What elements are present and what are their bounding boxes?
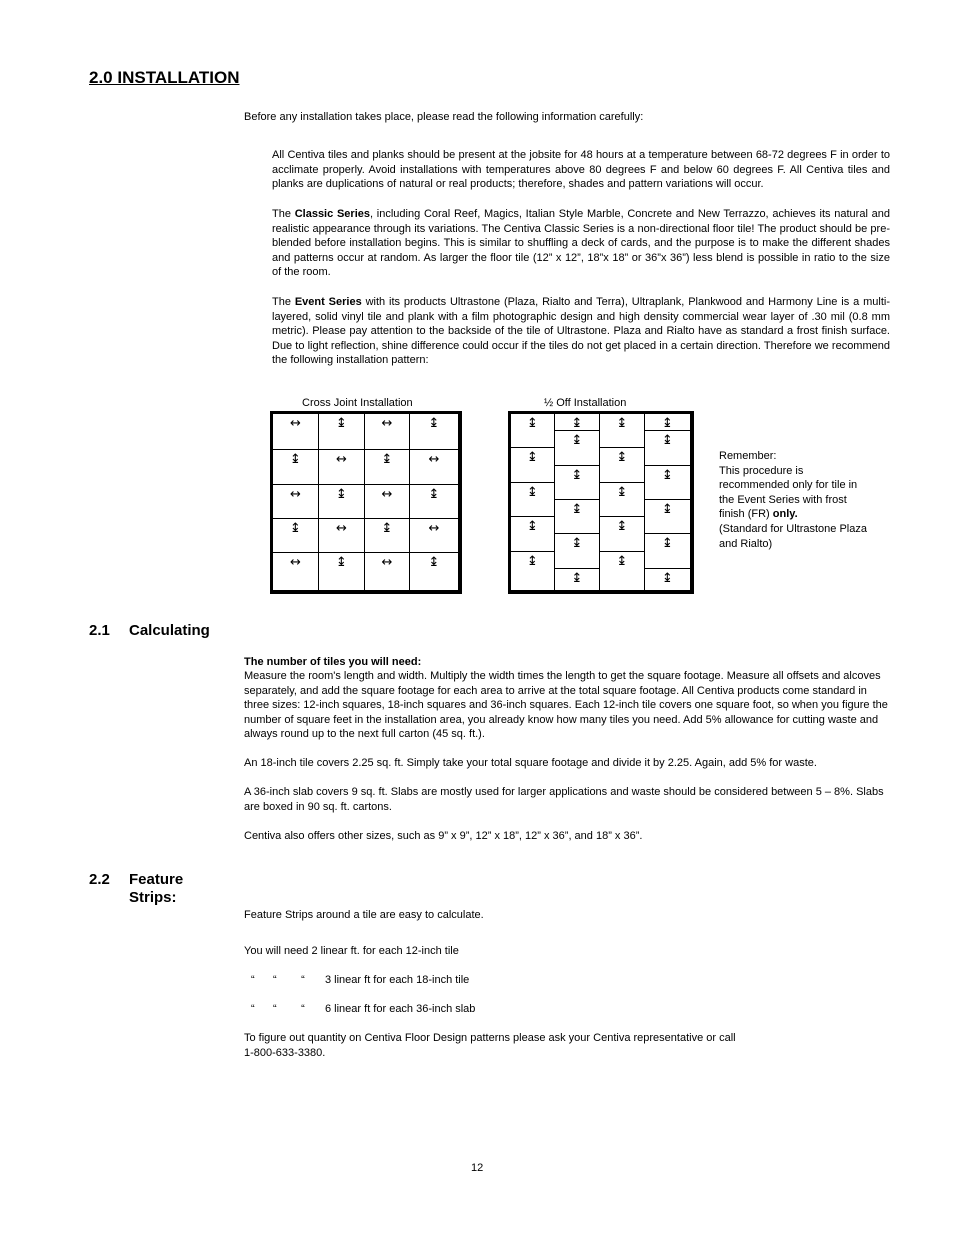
vertical-arrow-tile: ↨ [555,466,600,500]
vertical-arrow-tile: ↨ [410,414,459,450]
calc-paragraph-3: A 36-inch slab covers 9 sq. ft. Slabs are mostly used for larger applications and waste should be considered between 5 – 8%. Slabs are boxed in 90 sq. ft. cartons. [244,786,884,813]
vertical-arrow-tile: ↨ [555,500,600,534]
vertical-arrow-tile: ↨ [511,517,555,551]
vertical-arrow-tile: ↨ [645,569,691,591]
remember-post: (Standard for Ultrastone Plaza and Rialto) [719,522,867,550]
horizontal-arrow-tile: ↔ [319,450,365,485]
remember-bold: only. [772,508,798,521]
calc-paragraph-2: An 18-inch tile covers 2.25 sq. ft. Simply take your total square footage and divide it by 2.25. Again, add 5% for waste. [244,757,817,769]
event-post: with its products Ultrastone (Plaza, Rialto and Terra), Ultraplank, Plankwood and Harmony Line is a multi-layered, solid vinyl tile and plank with a film photographic design and high density commercial wear layer of .30 mil (0.8 mm metric). Please pay attention to the backside of the tile of Ultrastone. Plaza and Rialto have as standard a frost finish surface. Due to light reflection, shine difference could occur if the tiles do not get placed in a certain direction. Therefore we recommend the following installation pattern: [272,296,890,367]
vertical-arrow-tile: ↨ [273,519,319,553]
acclimate-paragraph: All Centiva tiles and planks should be present at the jobsite for 48 hours at a temperature between 68-72 degrees F in order to acclimate properly. Avoid installations with temperatures above 80 degrees F and below 60 degrees F. All Centiva tiles and planks are duplications of natural or real products; therefore, shades and pattern variations will occur. [272,149,890,191]
vertical-arrow-tile: ↨ [511,483,555,517]
half-off-label: ½ Off Installation [544,397,627,409]
calc-paragraph-4: Centiva also offers other sizes, such as 9” x 9”, 12” x 18”, 12” x 36”, and 18” x 36”. [244,830,643,842]
vertical-arrow-tile: ↨ [600,552,645,591]
vertical-arrow-tile: ↨ [600,517,645,551]
classic-series-paragraph [272,207,890,280]
vertical-arrow-tile: ↨ [319,414,365,450]
remember-title: Remember: [719,450,777,462]
horizontal-arrow-tile: ↔ [410,450,459,485]
horizontal-arrow-tile: ↔ [273,414,319,450]
classic-bold: Classic Series [294,208,370,220]
classic-post: , including Coral Reef, Magics, Italian Style Marble, Concrete and New Terrazzo, achieves its natural and realistic appearance through its variations. The Centiva Classic Series is a non-directional floor tile! The product should be pre-blended before installation begins. This is similar to shuffling a deck of cards, and the purpose is to make the different shades and patterns occur at random. As larger the floor tile (12” x 12”, 18”x 18” or 36”x 36”) less blend is possible in ratio to the size of the room. [272,208,890,279]
vertical-arrow-tile: ↨ [273,450,319,485]
horizontal-arrow-tile: ↔ [365,414,410,450]
vertical-arrow-tile: ↨ [511,448,555,482]
vertical-arrow-tile: ↨ [555,414,600,431]
ditto-marks-2: “ “ “ [251,1003,305,1015]
section-22-number: 2.2 [89,871,110,888]
feature-paragraph-3: 3 linear ft for each 18-inch tile [325,974,470,986]
section-22-title [129,871,183,907]
section-22-title-line2: Strips: [129,889,177,906]
feature-paragraph-4: 6 linear ft for each 36-inch slab [325,1003,476,1015]
page-number: 12 [471,1162,484,1174]
vertical-arrow-tile: ↨ [645,466,691,500]
section-21-number: 2.1 [89,622,110,639]
feature-paragraph-5 [244,1031,736,1060]
vertical-arrow-tile: ↨ [645,534,691,568]
vertical-arrow-tile: ↨ [555,534,600,568]
tiles-needed-subheading: The number of tiles you will need: [244,656,422,668]
remember-body [719,464,869,552]
calc-paragraph-1: Measure the room's length and width. Multiply the width times the length to get the square footage. Measure all offsets and alcoves separately, and add the square footage for each area to arrive at the total square footage. All Centiva products come standard in three sizes: 12-inch squares, 18-inch squares and 36-inch squares. Each 12-inch tile covers one square foot, so when you figure the number of square feet in the installation area, you already know how many tiles you need. Add 5% allowance for cutting waste and always round up to the next full carton (45 sq. ft.). [244,670,888,741]
horizontal-arrow-tile: ↔ [273,553,319,591]
vertical-arrow-tile: ↨ [555,569,600,591]
vertical-arrow-tile: ↨ [600,414,645,448]
vertical-arrow-tile: ↨ [319,553,365,591]
vertical-arrow-tile: ↨ [645,431,691,465]
feature-paragraph-5-line1: To figure out quantity on Centiva Floor Design patterns please ask your Centiva representative or call [244,1032,736,1044]
vertical-arrow-tile: ↨ [555,431,600,465]
vertical-arrow-tile: ↨ [365,450,410,485]
vertical-arrow-tile: ↨ [410,485,459,519]
section-21-title: Calculating [129,622,210,639]
vertical-arrow-tile: ↨ [410,553,459,591]
half-off-diagram [508,411,694,594]
event-pre: The [272,296,295,308]
horizontal-arrow-tile: ↔ [410,519,459,553]
classic-pre: The [272,208,295,220]
horizontal-arrow-tile: ↔ [319,519,365,553]
ditto-marks-1: “ “ “ [251,974,305,986]
vertical-arrow-tile: ↨ [645,500,691,534]
vertical-arrow-tile: ↨ [600,448,645,482]
vertical-arrow-tile: ↨ [319,485,365,519]
horizontal-arrow-tile: ↔ [273,485,319,519]
feature-paragraph-2: You will need 2 linear ft. for each 12-inch tile [244,945,459,957]
vertical-arrow-tile: ↨ [600,483,645,517]
event-bold: Event Series [294,296,362,308]
horizontal-arrow-tile: ↔ [365,485,410,519]
feature-paragraph-5-line2: 1-800-633-3380. [244,1046,326,1059]
remember-pre: This procedure is recommended only for tile in the Event Series with frost finish (FR) [719,464,858,521]
page-heading: 2.0 INSTALLATION [89,68,240,87]
vertical-arrow-tile: ↨ [365,519,410,553]
feature-paragraph-1: Feature Strips around a tile are easy to calculate. [244,909,484,921]
vertical-arrow-tile: ↨ [645,414,691,431]
horizontal-arrow-tile: ↔ [365,553,410,591]
cross-joint-label: Cross Joint Installation [302,397,413,409]
cross-joint-diagram [270,411,462,594]
intro-text: Before any installation takes place, please read the following information carefully: [244,111,644,123]
vertical-arrow-tile: ↨ [511,552,555,591]
event-series-paragraph [272,295,890,368]
remember-note [719,449,869,551]
section-22-title-line1: Feature [129,871,184,888]
vertical-arrow-tile: ↨ [511,414,555,448]
